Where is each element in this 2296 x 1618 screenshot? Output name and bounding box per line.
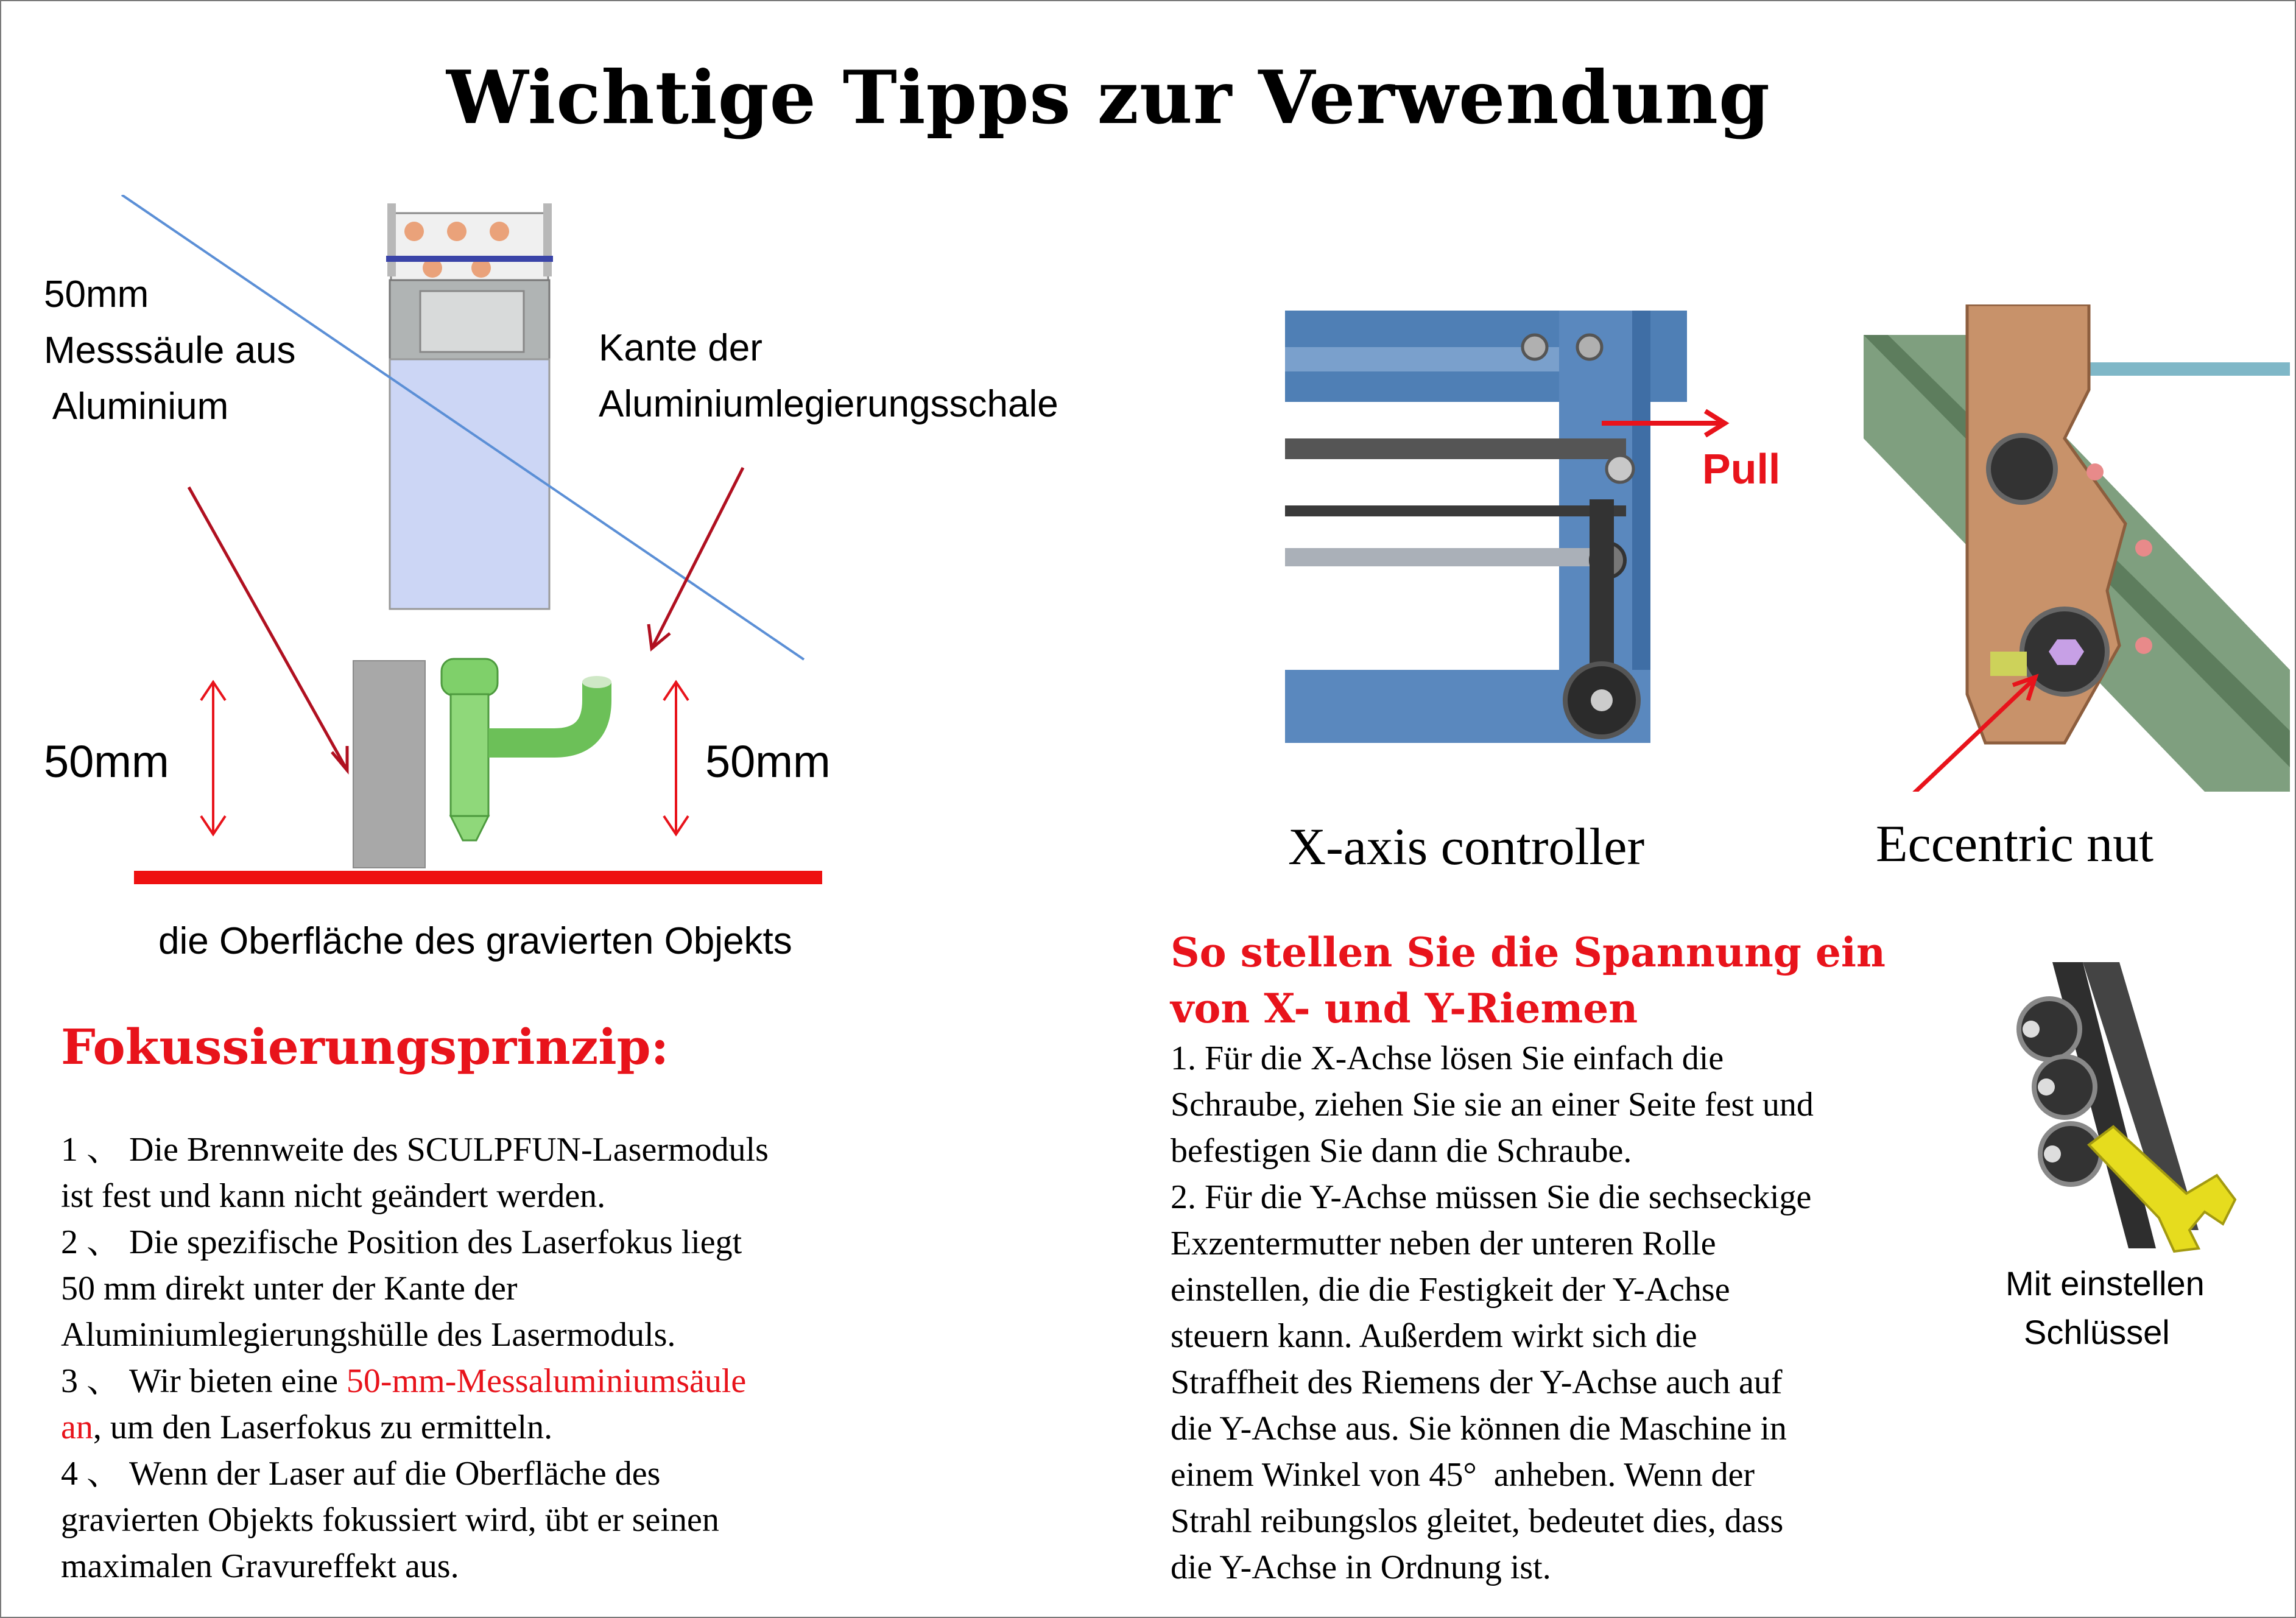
focus-text [61,1127,769,1589]
focus-segment: 1 、 Die Brennweite des SCULPFUN-Lasermoduls [61,1131,769,1169]
focus-line [61,1497,769,1543]
tension-line: Straffheit des Riemens der Y-Achse auch auf [1171,1363,1783,1401]
eccentric-caption: Eccentric nut [1876,814,2154,873]
tension-line: Exzentermutter neben der unteren Rolle [1171,1225,1716,1262]
dimension-arrow-left [201,682,225,834]
focus-line [61,1312,769,1358]
focus-line [61,1173,769,1219]
tension-line: einstellen, die die Festigkeit der Y-Achse [1171,1271,1730,1309]
focus-segment: 2 、 Die spezifische Position des Laserfokus liegt [61,1223,742,1261]
focus-segment: maximalen Gravureffekt aus. [61,1547,459,1585]
focus-line [61,1451,769,1497]
focus-line [61,1543,769,1589]
aluminium-column [353,661,425,868]
pointer-arrow-edge [649,468,743,649]
surface-caption: die Oberfläche des gravierten Objekts [158,920,792,962]
focus-segment: 50 mm direkt unter der Kante der [61,1270,518,1307]
tension-line: die Y-Achse aus. Sie können die Maschine in [1171,1410,1787,1447]
tension-line: Schraube, ziehen Sie sie an einer Seite fest und [1171,1086,1814,1124]
pull-label: Pull [1702,445,1781,493]
tension-line: steuern kann. Außerdem wirkt sich die [1171,1317,1697,1355]
tension-line: die Y-Achse in Ordnung ist. [1171,1549,1551,1586]
tension-line: Strahl reibungslos gleitet, bedeutet dies, dass [1171,1502,1784,1540]
column-label: 50mm Messsäule aus Aluminium [44,273,296,427]
dimension-label-right: 50mm [705,736,831,787]
tension-line: befestigen Sie dann die Schraube. [1171,1132,1632,1170]
tension-line: 1. Für die X-Achse lösen Sie einfach die [1171,1039,1724,1077]
focus-segment: 4 、 Wenn der Laser auf die Oberfläche des [61,1455,661,1493]
focus-line [61,1127,769,1173]
engraved-surface-line [134,871,822,884]
focus-segment: , um den Laserfokus zu ermitteln. [93,1409,553,1446]
focus-segment: Aluminiumlegierungshülle des Lasermoduls. [61,1316,676,1354]
focus-line [61,1265,769,1312]
dimension-arrow-right [664,682,688,834]
focus-segment: ist fest und kann nicht geändert werden. [61,1177,606,1215]
pull-arrow [1596,405,1736,441]
page-title: Wichtige Tipps zur Verwendung [446,55,1770,141]
wrench-caption: Mit einstellen Schlüssel [2005,1264,2205,1351]
tension-heading: So stellen Sie die Spannung ein von X- und Y-Riemen [1171,929,1886,1032]
focus-segment: gravierten Objekts fokussiert wird, übt er seinen [61,1501,719,1539]
dimension-label-left: 50mm [44,736,169,787]
focus-heading: Fokussierungsprinzip: [61,1018,669,1075]
tension-line: 2. Für die Y-Achse müssen Sie die sechseckige [1171,1178,1812,1216]
tension-line: einem Winkel von 45° anheben. Wenn der [1171,1456,1755,1494]
tension-text [1171,1035,1814,1591]
edge-label: Kante der Aluminiumlegierungsschale [599,327,1058,425]
focus-line [61,1404,769,1451]
focus-line [61,1219,769,1265]
laser-module [386,203,553,609]
eccentric-nut-image [1864,304,2296,792]
focus-highlight: an [61,1409,93,1446]
focus-highlight: 50-mm-Messaluminiumsäule [346,1362,747,1400]
x-axis-caption: X-axis controller [1288,817,1645,876]
wrench-image [2004,962,2253,1267]
focus-segment: 3 、 Wir bieten eine [61,1362,347,1400]
x-axis-controller-image [1279,304,1705,779]
focus-line [61,1358,769,1404]
air-assist-nozzle [442,659,611,840]
